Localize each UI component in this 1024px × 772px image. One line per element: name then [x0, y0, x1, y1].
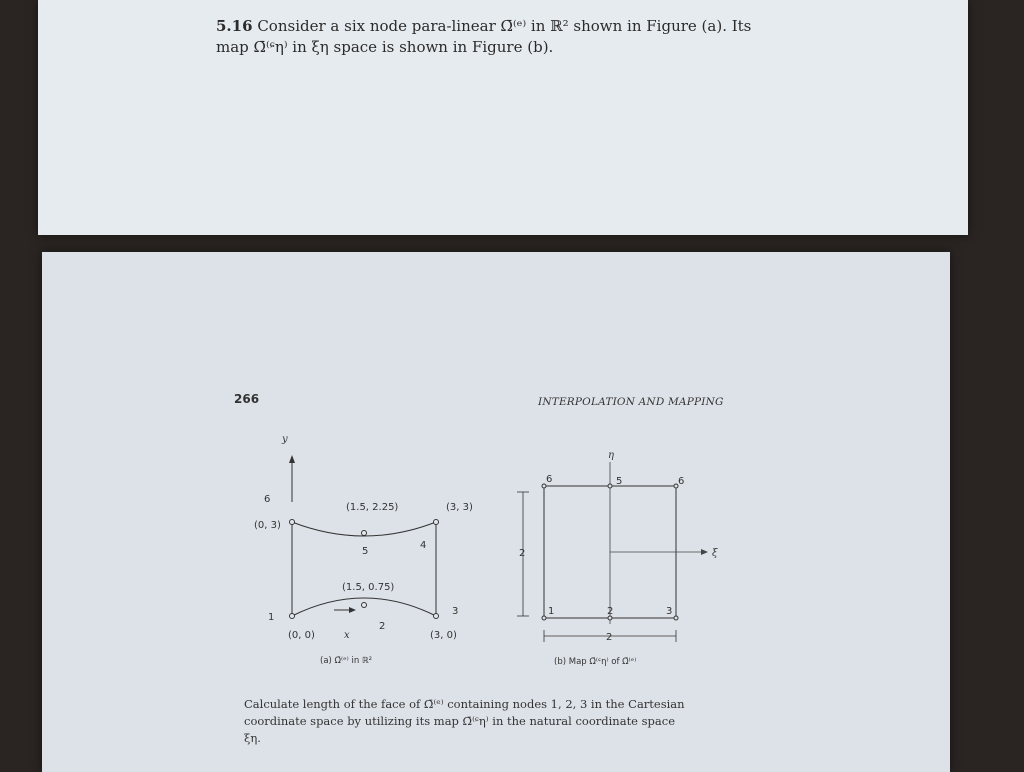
node-b-2-label: 2: [607, 606, 614, 617]
coord-0-0: (0, 0): [288, 630, 315, 641]
problem-line-1: Consider a six node para-linear Ω̄⁽ᵉ⁾ in ℝ² shown in Figure (a). Its: [257, 17, 752, 35]
node-b-4-label: 6: [678, 476, 685, 487]
page-number: 266: [234, 392, 260, 406]
vertical-dimension-label: 2: [519, 548, 526, 559]
top-page: [38, 0, 968, 235]
x-axis-label: x: [344, 630, 350, 641]
coord-1p5-2p25: (1.5, 2.25): [346, 502, 399, 513]
node-2-label: 2: [379, 621, 386, 632]
coord-1p5-0p75: (1.5, 0.75): [342, 582, 395, 593]
node-6-marker: [290, 520, 295, 525]
node-1-marker: [290, 614, 295, 619]
figure-a-caption: (a) Ω̄⁽ᵉ⁾ in ℝ²: [320, 656, 373, 666]
node-b-3-marker: [674, 616, 678, 620]
question-line-3: ξη.: [244, 731, 261, 745]
y-axis-arrow: [289, 455, 295, 463]
coord-0-3: (0, 3): [254, 520, 281, 531]
question-text: [244, 696, 744, 747]
node-b-1-marker: [542, 616, 546, 620]
y-axis-label: y: [282, 434, 288, 445]
problem-number: 5.16: [216, 17, 253, 35]
horizontal-dimension-label: 2: [606, 632, 613, 643]
xi-axis-arrow: [701, 549, 708, 555]
node-b-1-label: 1: [548, 606, 555, 617]
x-axis-arrow: [349, 607, 356, 613]
figure-b-caption: (b) Map Ω̄⁽ᶝη⁾ of Ω̄⁽ᵉ⁾: [554, 657, 637, 667]
eta-axis-label: η: [608, 450, 614, 461]
node-5-label: 5: [362, 546, 369, 557]
coord-3-3: (3, 3): [446, 502, 473, 513]
node-1-label: 1: [268, 612, 275, 623]
node-4-marker: [434, 520, 439, 525]
problem-line-2: map Ω̄⁽ᶝη⁾ in ξη space is shown in Figure (b).: [216, 38, 554, 56]
book-page: [42, 252, 950, 772]
node-b-5-label: 5: [616, 476, 623, 487]
node-4-label: 4: [420, 540, 427, 551]
xi-axis-label: ξ: [712, 548, 718, 559]
problem-statement: [216, 16, 751, 58]
figure-a: [254, 434, 473, 666]
node-3-marker: [434, 614, 439, 619]
node-6-label: 6: [264, 494, 271, 505]
node-b-6-label: 6: [546, 474, 553, 485]
node-b-3-label: 3: [666, 606, 673, 617]
figures: [42, 252, 950, 772]
question-line-1: Calculate length of the face of Ω̄⁽ᵉ⁾ containing nodes 1, 2, 3 in the Cartesian: [244, 697, 685, 711]
node-2-marker: [362, 603, 367, 608]
node-b-5-marker: [608, 484, 612, 488]
node-5-marker: [362, 531, 367, 536]
running-head: INTERPOLATION AND MAPPING: [538, 396, 724, 408]
coord-3-0: (3, 0): [430, 630, 457, 641]
figure-b: [517, 450, 718, 667]
node-3-label: 3: [452, 606, 459, 617]
question-line-2: coordinate space by utilizing its map Ω̄⁽ᶝη⁾ in the natural coordinate space: [244, 714, 676, 728]
